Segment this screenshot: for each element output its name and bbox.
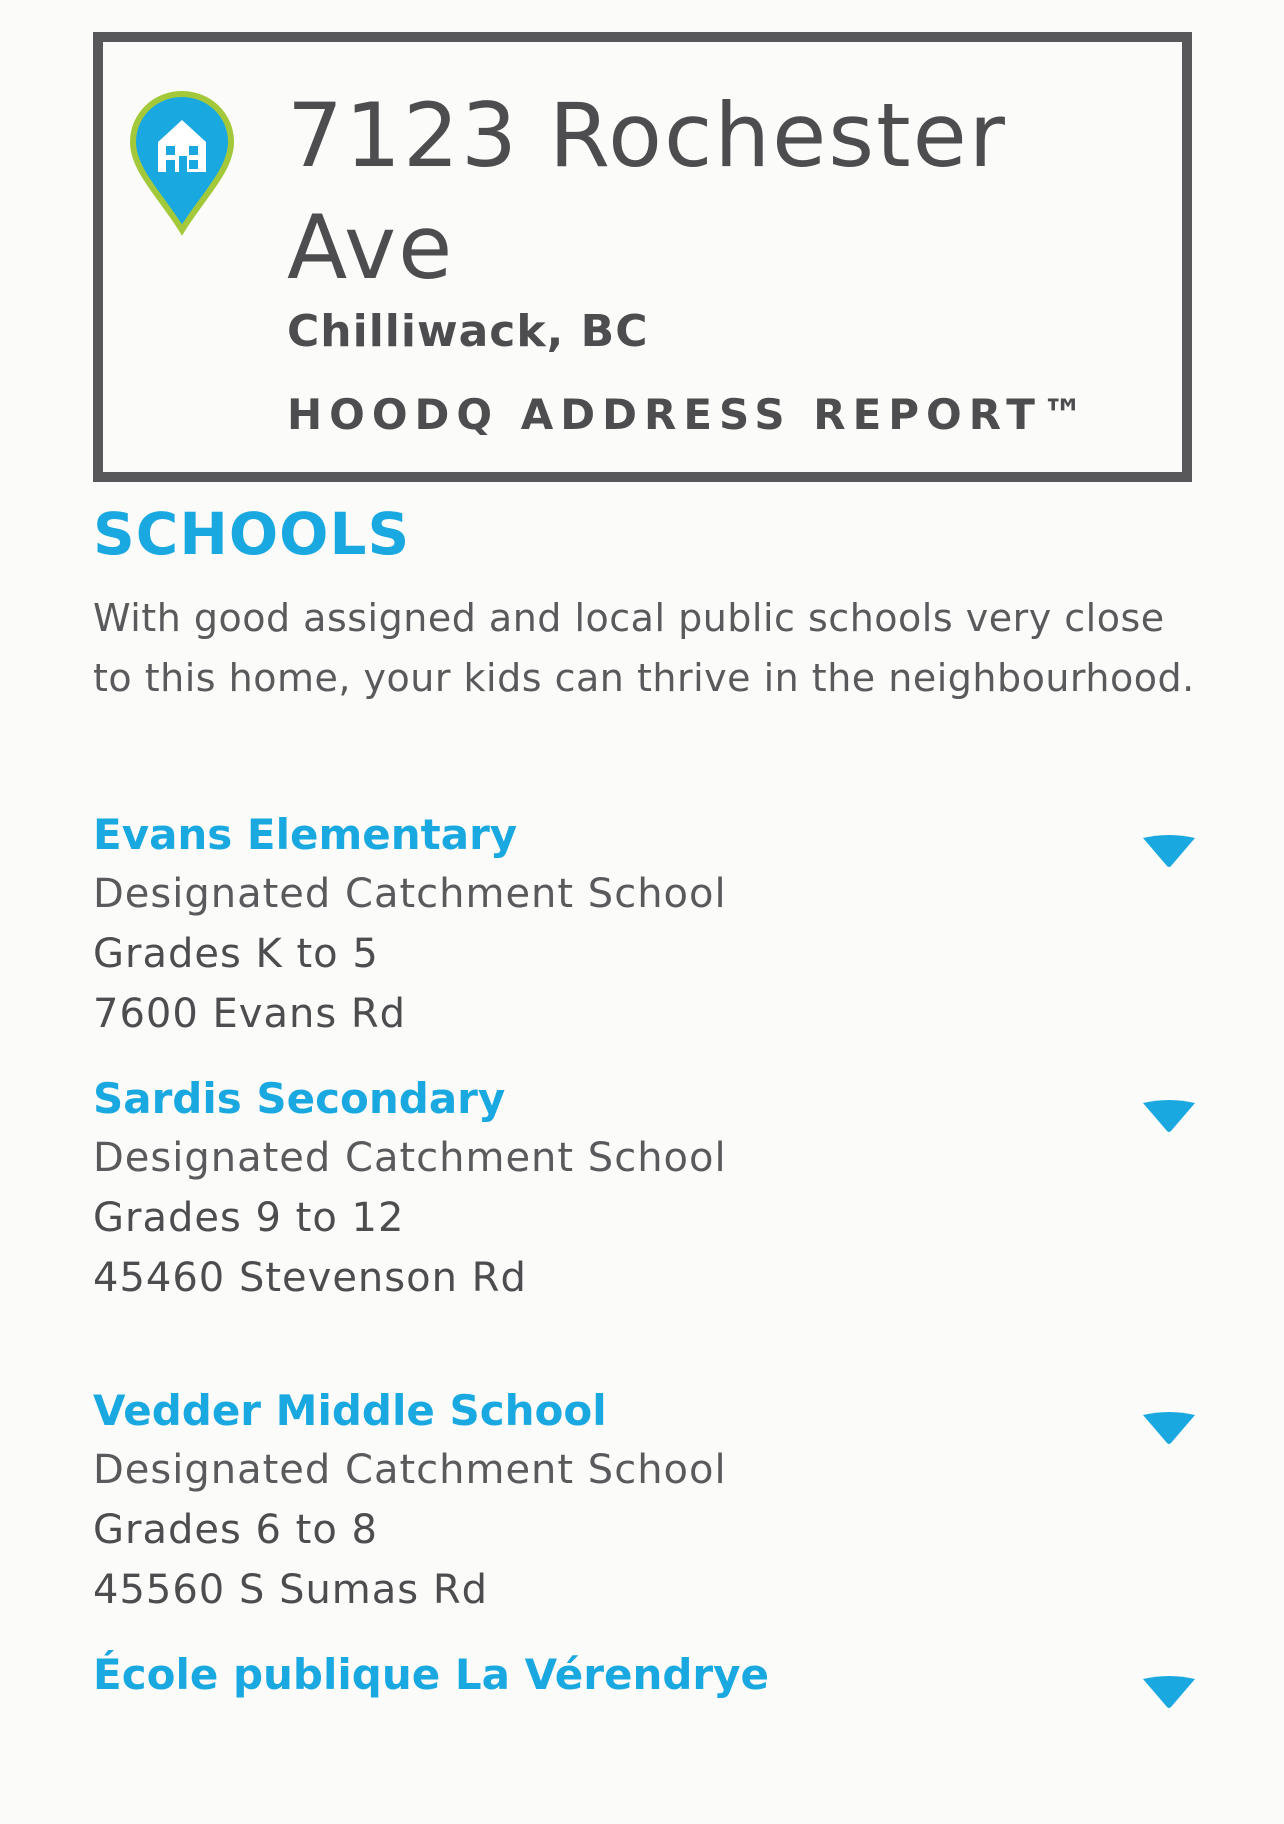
- school-name[interactable]: Vedder Middle School: [93, 1386, 607, 1435]
- school-grades: Grades 6 to 8: [93, 1507, 378, 1553]
- street-address-line-1: 7123 Rochester: [287, 84, 1007, 187]
- school-address: 45460 Stevenson Rd: [93, 1255, 527, 1301]
- home-pin-icon: [128, 90, 236, 238]
- school-item-ecole-la-verendrye[interactable]: [93, 1646, 1193, 1704]
- school-name[interactable]: Evans Elementary: [93, 810, 518, 859]
- school-category: Designated Catchment School: [93, 1447, 727, 1493]
- school-category: Designated Catchment School: [93, 871, 727, 917]
- chevron-down-icon[interactable]: [1141, 1099, 1197, 1135]
- schools-section-title: SCHOOLS: [93, 500, 411, 568]
- city-province: Chilliwack, BC: [287, 306, 649, 357]
- chevron-down-icon[interactable]: [1141, 1411, 1197, 1447]
- school-address: 45560 S Sumas Rd: [93, 1567, 489, 1613]
- school-grades: Grades 9 to 12: [93, 1195, 405, 1241]
- schools-section-description: With good assigned and local public schools very close to this home, your kids can thrive in the neighbourhood.: [93, 596, 1195, 700]
- street-address-line-2: Ave: [287, 196, 455, 299]
- school-category: Designated Catchment School: [93, 1135, 727, 1181]
- school-name[interactable]: Sardis Secondary: [93, 1074, 506, 1123]
- school-grades: Grades K to 5: [93, 931, 379, 977]
- school-name[interactable]: École publique La Vérendrye: [93, 1650, 769, 1699]
- school-item-vedder-middle[interactable]: [93, 1382, 1193, 1620]
- report-label: HOODQ ADDRESS REPORT™: [287, 390, 1091, 439]
- chevron-down-icon[interactable]: [1141, 1675, 1197, 1711]
- chevron-down-icon[interactable]: [1141, 834, 1197, 870]
- school-item-sardis-secondary[interactable]: [93, 1070, 1193, 1308]
- school-item-evans-elementary[interactable]: [93, 806, 1193, 1044]
- school-address: 7600 Evans Rd: [93, 991, 407, 1037]
